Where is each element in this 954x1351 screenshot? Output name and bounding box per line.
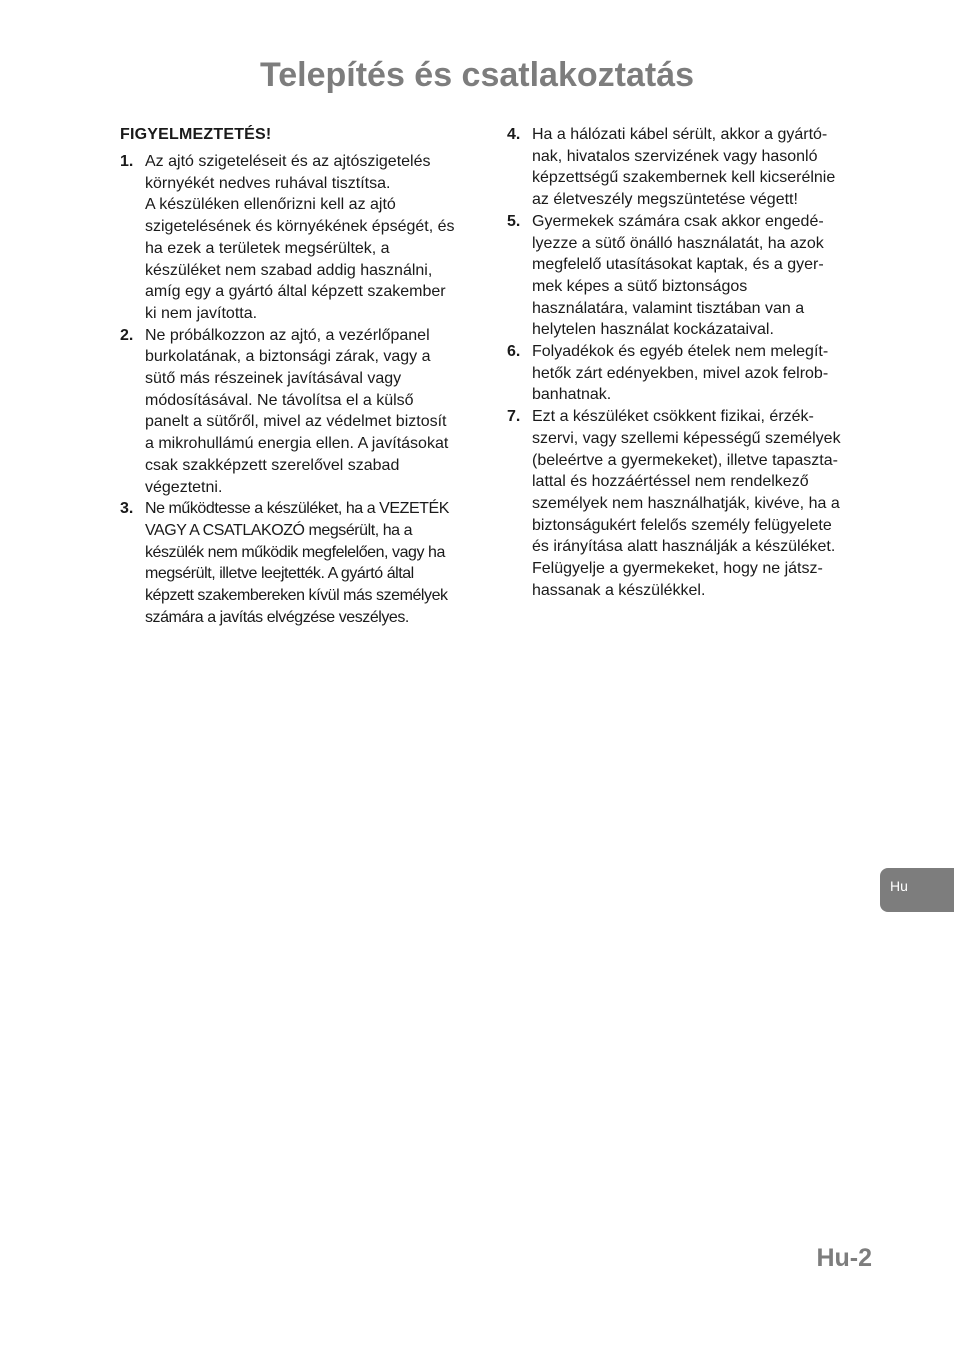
item-text xyxy=(145,325,486,499)
item-number: 6. xyxy=(507,343,521,361)
item-text xyxy=(532,124,869,211)
item-paragraph: Ne próbálkozzon az ajtó, a vezérlőpanel burkolatának, a biztonsági zárak, vagy a sütő más részeinek javításával vagy módosításával. Ne távolítsa el a külső panelt a sütőről, mivel az védelmet biztosít a mikrohullámú energia ellen. A javításokat csak szakképzett szerelővel szabad végeztetni. xyxy=(145,326,449,496)
list-item-3 xyxy=(120,498,486,628)
list-item-5 xyxy=(507,211,869,341)
page-number: Hu-2 xyxy=(816,1244,872,1272)
item-number: 3. xyxy=(120,500,134,518)
item-number: 7. xyxy=(507,408,521,426)
item-paragraph: A készüléken ellenőrizni kell az ajtó szigetelésének és környékének épségét, és ha ezek a területek megsérültek, a készüléket nem szabad addig használni, amíg egy a gyártó által képzett szakember ki nem javította. xyxy=(145,196,455,322)
left-column xyxy=(120,124,486,628)
warning-heading: FIGYELMEZTETÉS! xyxy=(120,126,272,143)
item-text xyxy=(532,406,869,601)
list-item-2 xyxy=(120,325,486,499)
list-item-7 xyxy=(507,406,869,601)
item-paragraph: Ezt a készüléket csökkent fizikai, érzék- szervi, vagy szellemi képességű személyek (beleértve a gyermekeket), illetve tapaszta- lattal és hozzáértéssel nem rendelkező személyek nem használhatják, kivéve, ha a biztonságukért felelős személy felügyelete és irányítása alatt használják a készüléket. Felügyelje a gyermekeket, hogy ne játsz- hassanak a készülékkel. xyxy=(532,408,841,599)
right-column xyxy=(507,124,869,601)
item-number: 5. xyxy=(507,212,521,230)
item-paragraph: Folyadékok és egyéb ételek nem melegít- hetők zárt edényekben, mivel azok felrob- banhatnak. xyxy=(532,343,829,404)
item-text xyxy=(532,341,869,406)
item-number: 1. xyxy=(120,153,134,170)
language-tab: Hu xyxy=(880,868,954,912)
list-item-1 xyxy=(120,151,486,325)
list-item-4 xyxy=(507,124,869,211)
item-text xyxy=(145,498,486,628)
item-text xyxy=(532,211,869,341)
list-item-6 xyxy=(507,341,869,406)
item-paragraph: Ne működtesse a készüléket, ha a VEZETÉK VAGY A CSATLAKOZÓ megsérült, ha a készülék nem működik megfelelően, vagy ha megsérült, illetve leejtették. A gyártó által képzett szakembereken kívül más személyek számára a javítás elvégzése veszélyes. xyxy=(145,500,449,626)
item-paragraph: Ha a hálózati kábel sérült, akkor a gyártó- nak, hivatalos szervizének vagy hasonló képzettségű szakembernek kell kicserélnie az életveszély megszüntetése végett! xyxy=(532,126,836,209)
page-title: Telepítés és csatlakoztatás xyxy=(259,56,695,94)
item-number: 2. xyxy=(120,326,134,344)
item-paragraph: Az ajtó szigeteléseit és az ajtószigetelés környékét nedves ruhával tisztítsa. xyxy=(145,153,431,192)
item-text xyxy=(145,151,486,325)
item-number: 4. xyxy=(507,126,521,143)
item-paragraph: Gyermekek számára csak akkor engedé- lyezze a sütő önálló használatát, ha azok megfelelő utasításokat kaptak, és a gyer- mek képes a sütő biztonságos használatára, valamint tisztában van a helytelen használat kockázataival. xyxy=(532,212,824,339)
